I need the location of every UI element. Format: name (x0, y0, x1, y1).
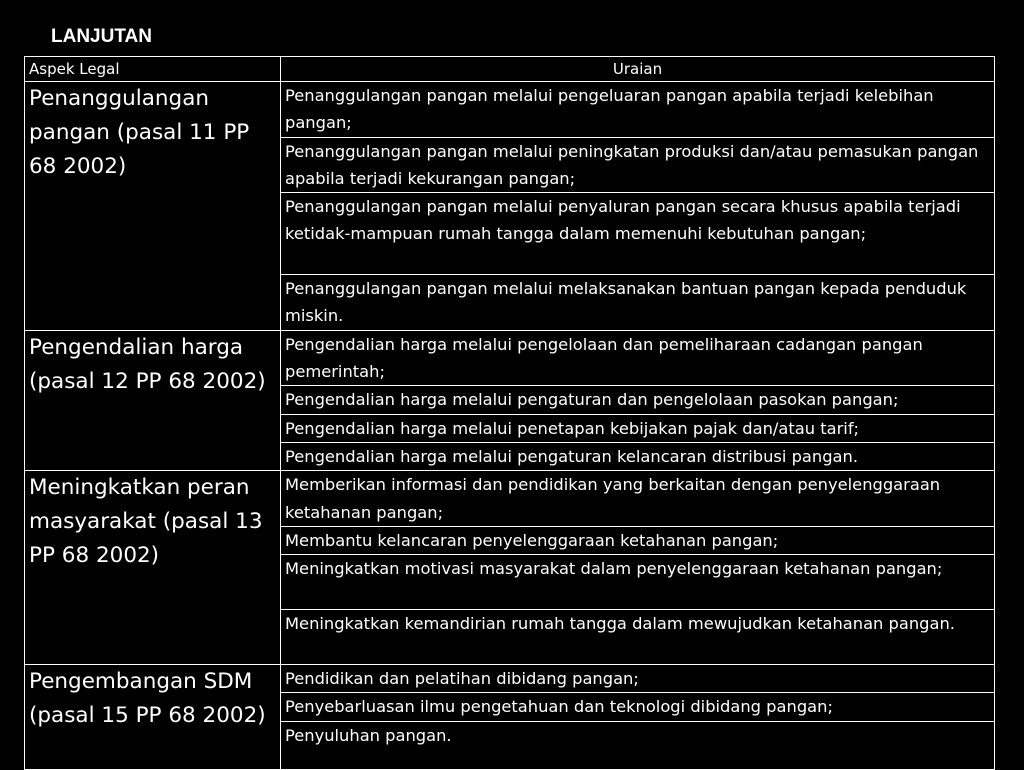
uraian-cell: Penanggulangan pangan melalui peningkatan produksi dan/atau pemasukan pangan apabila terjadi kekurangan pangan; (281, 137, 995, 193)
table-row (25, 471, 995, 527)
uraian-cell: Membantu kelancaran penyelenggaraan ketahanan pangan; (281, 526, 995, 554)
uraian-cell: Memberikan informasi dan pendidikan yang berkaitan dengan penyelenggaraan ketahanan pangan; (281, 471, 995, 527)
table-row (25, 82, 995, 138)
uraian-cell: Penanggulangan pangan melalui melaksanakan bantuan pangan kepada penduduk miskin. (281, 275, 995, 331)
column-header-aspek: Aspek Legal (25, 57, 281, 82)
uraian-cell: Meningkatkan kemandirian rumah tangga dalam mewujudkan ketahanan pangan. (281, 610, 995, 665)
uraian-cell: Pengendalian harga melalui pengaturan dan pengelolaan pasokan pangan; (281, 386, 995, 414)
uraian-cell: Penyebarluasan ilmu pengetahuan dan teknologi dibidang pangan; (281, 693, 995, 721)
uraian-cell: Pendidikan dan pelatihan dibidang pangan; (281, 665, 995, 693)
column-header-uraian: Uraian (281, 57, 995, 82)
aspek-cell: Pengendalian harga (pasal 12 PP 68 2002) (25, 330, 281, 470)
aspek-cell: Pengembangan SDM (pasal 15 PP 68 2002) (25, 665, 281, 770)
uraian-cell: Penanggulangan pangan melalui pengeluaran pangan apabila terjadi kelebihan pangan; (281, 82, 995, 138)
uraian-cell: Penanggulangan pangan melalui penyaluran pangan secara khusus apabila terjadi ketidak-mampuan rumah tangga dalam memenuhi kebutuhan pangan; (281, 193, 995, 275)
aspek-cell: Penanggulangan pangan (pasal 11 PP 68 2002) (25, 82, 281, 331)
aspek-cell: Meningkatkan peran masyarakat (pasal 13 PP 68 2002) (25, 471, 281, 665)
table-header-row (25, 57, 995, 82)
uraian-cell: Meningkatkan motivasi masyarakat dalam penyelenggaraan ketahanan pangan; (281, 555, 995, 610)
uraian-cell: Pengendalian harga melalui pengelolaan dan pemeliharaan cadangan pangan pemerintah; (281, 330, 995, 386)
table-row (25, 330, 995, 386)
table-row (25, 665, 995, 693)
uraian-cell: Penyuluhan pangan. (281, 721, 995, 769)
uraian-cell: Pengendalian harga melalui penetapan kebijakan pajak dan/atau tarif; (281, 414, 995, 442)
legal-table (24, 56, 995, 770)
page-title: LANJUTAN (51, 26, 152, 47)
uraian-cell: Pengendalian harga melalui pengaturan kelancaran distribusi pangan. (281, 442, 995, 470)
